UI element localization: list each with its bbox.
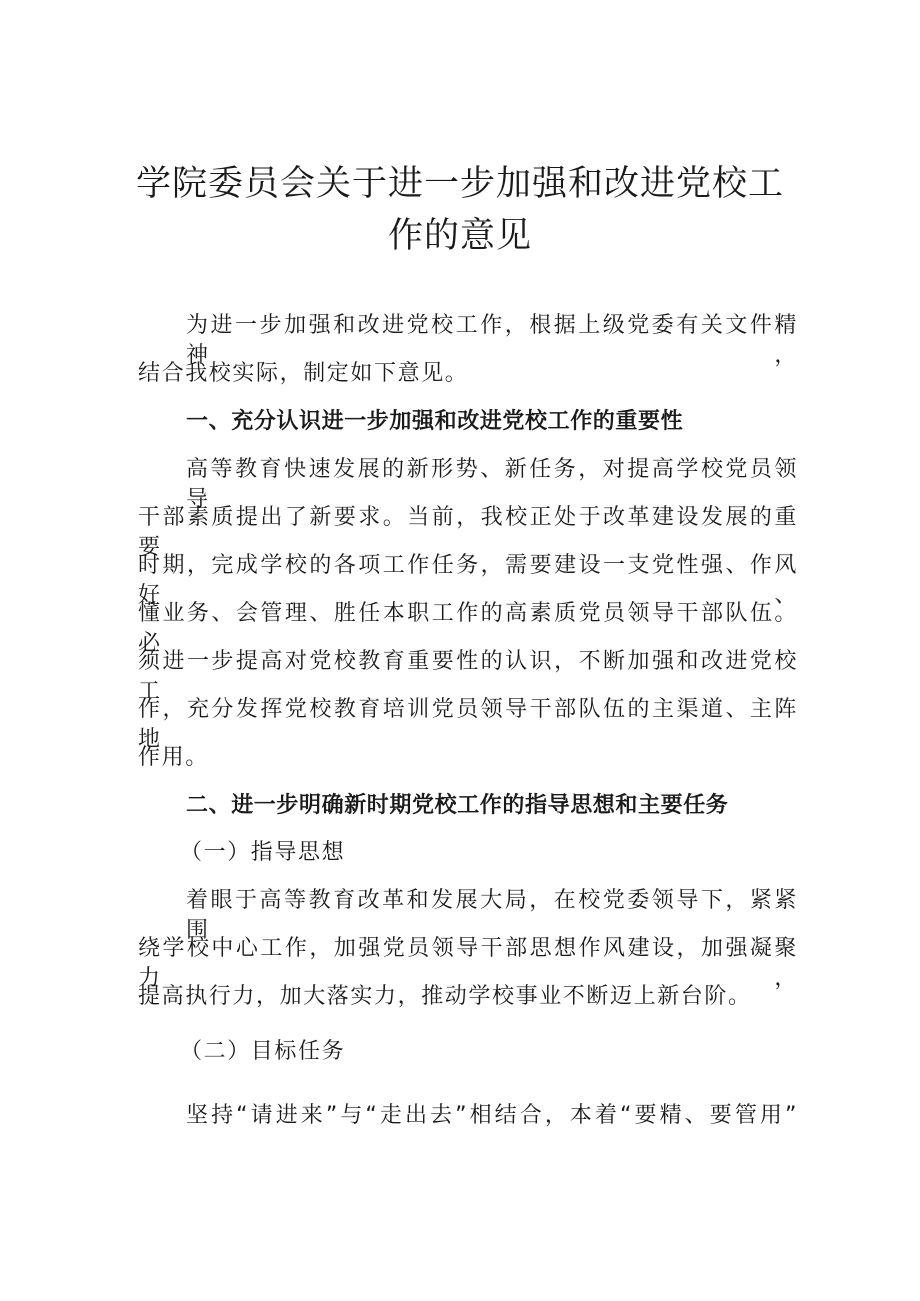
subsection-1-paragraph-line: 绕学校中心工作，加强党员领导干部思想作风建设，加强凝聚力， (138, 936, 798, 991)
section-1-paragraph-line: 懂业务、会管理、胜任本职工作的高素质党员领导干部队伍。必 (138, 601, 798, 656)
subsection-2-label: （二）目标任务 (180, 1039, 346, 1064)
intro-paragraph-line: 结合我校实际，制定如下意见。 (138, 361, 469, 386)
section-1-paragraph-line: 作，充分发挥党校教育培训党员领导干部队伍的主渠道、主阵地 (138, 697, 798, 752)
document-title-line-2: 作的意见 (387, 216, 532, 256)
intro-paragraph-line: 为进一步加强和改进党校工作，根据上级党委有关文件精神， (186, 313, 798, 368)
subsection-1-paragraph-line: 提高执行力，加大落实力，推动学校事业不断迈上新台阶。 (138, 984, 752, 1009)
section-2-heading: 二、进一步明确新时期党校工作的指导思想和主要任务 (186, 793, 729, 818)
document-title-line-1: 学院委员会关于进一步加强和改进党校工 (135, 164, 784, 204)
subsection-2-paragraph-line: 坚持“请进来”与“走出去”相结合，本着“要精、要管用” (186, 1103, 798, 1128)
section-1-paragraph-line: 时期，完成学校的各项工作任务，需要建设一支党性强、作风好、 (138, 553, 798, 608)
section-1-paragraph-line: 干部素质提出了新要求。当前，我校正处于改革建设发展的重要 (138, 505, 798, 560)
subsection-1-label: （一）指导思想 (180, 840, 346, 865)
section-1-heading: 一、充分认识进一步加强和改进党校工作的重要性 (186, 409, 684, 434)
section-1-paragraph-line: 高等教育快速发展的新形势、新任务，对提高学校党员领导 (186, 457, 798, 512)
section-1-paragraph-line: 作用。 (138, 745, 209, 770)
subsection-1-paragraph-line: 着眼于高等教育改革和发展大局，在校党委领导下，紧紧围 (186, 888, 798, 943)
section-1-paragraph-line: 须进一步提高对党校教育重要性的认识，不断加强和改进党校工 (138, 649, 798, 704)
